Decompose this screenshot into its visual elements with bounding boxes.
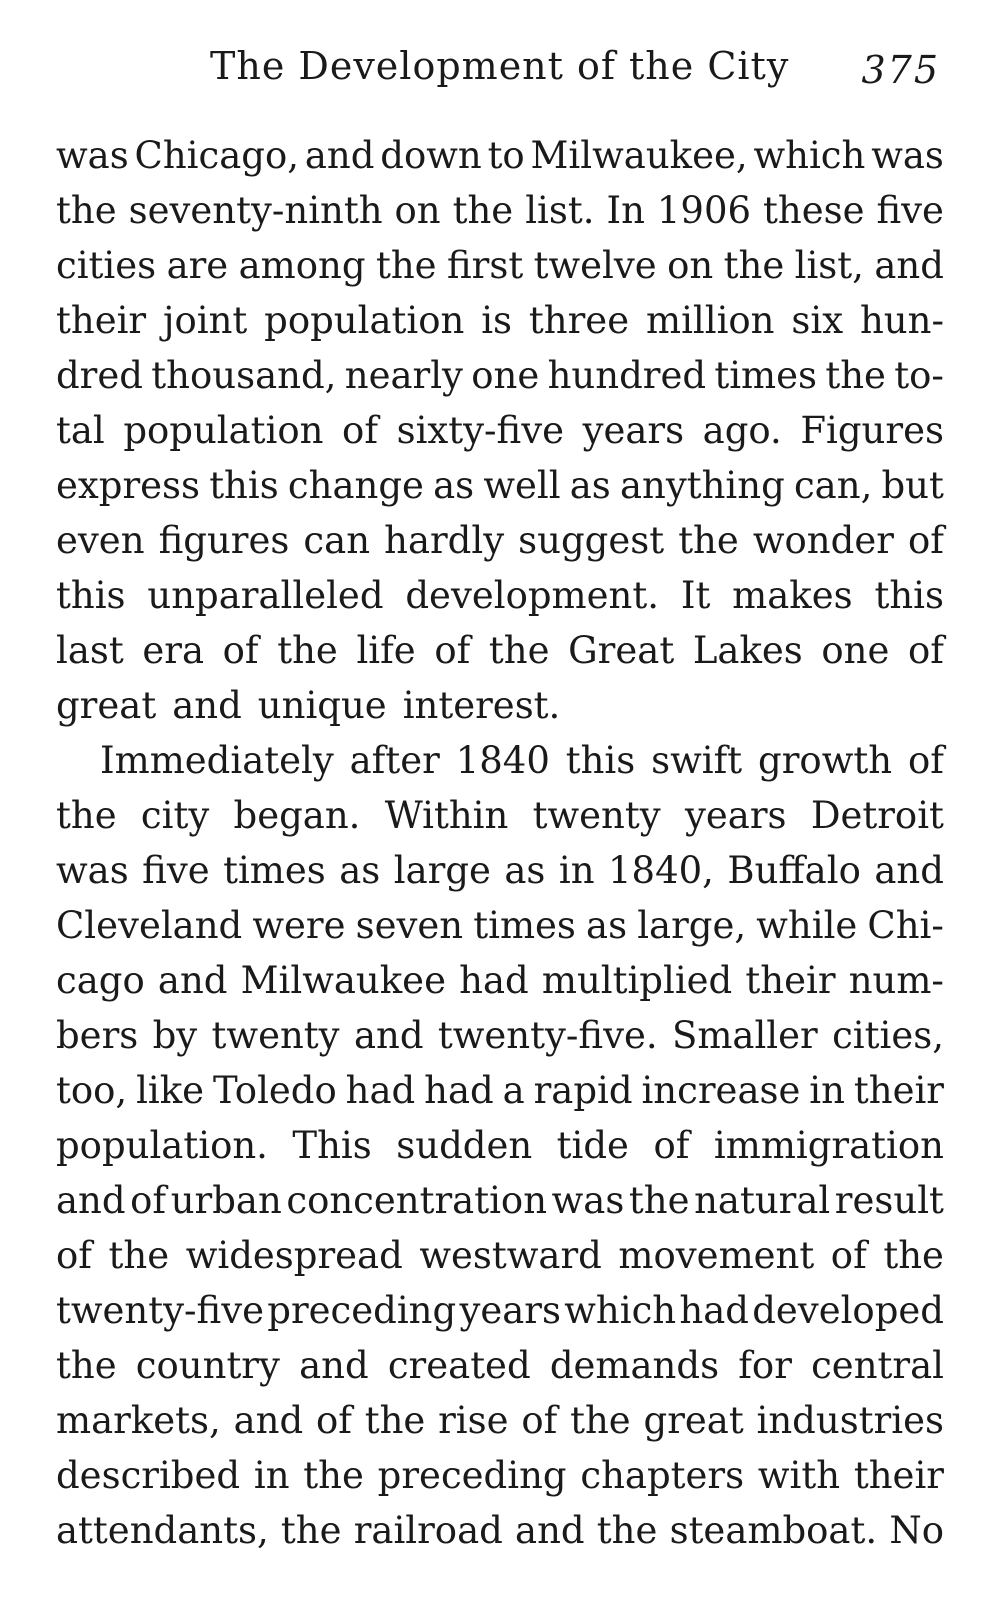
page-number: 375 — [861, 48, 940, 92]
text-line: twenty-five preceding years which had developed — [56, 1289, 944, 1332]
text-line: cities are among the first twelve on the list, and — [56, 244, 944, 287]
body-text — [56, 128, 944, 1558]
text-line: was five times as large as in 1840, Buffalo and — [56, 849, 944, 892]
running-title: The Development of the City — [210, 44, 790, 88]
text-line: and of urban concentration was the natural result — [56, 1179, 944, 1222]
text-line: bers by twenty and twenty-five. Smaller cities, — [56, 1014, 944, 1057]
text-line: the country and created demands for central — [56, 1344, 944, 1387]
text-line: tal population of sixty-five years ago. Figures — [56, 409, 944, 452]
text-line: great and unique interest. — [56, 684, 561, 727]
text-line: described in the preceding chapters with their — [56, 1454, 944, 1497]
text-line: dred thousand, nearly one hundred times the to- — [56, 354, 944, 397]
text-line: population. This sudden tide of immigration — [56, 1124, 944, 1167]
text-line: this unparalleled development. It makes this — [56, 574, 944, 617]
text-line: attendants, the railroad and the steamboat. No — [56, 1509, 944, 1552]
text-line: was Chicago, and down to Milwaukee, which was — [56, 134, 944, 177]
text-line: markets, and of the rise of the great industries — [56, 1399, 944, 1442]
paragraph — [56, 733, 944, 1558]
text-line: their joint population is three million six hun- — [56, 299, 944, 342]
text-line: Cleveland were seven times as large, while Chi- — [56, 904, 944, 947]
paragraph — [56, 128, 944, 733]
text-line: of the widespread westward movement of the — [56, 1234, 944, 1277]
text-line: the city began. Within twenty years Detroit — [56, 794, 944, 837]
text-line: cago and Milwaukee had multiplied their num- — [56, 959, 944, 1002]
running-head — [0, 44, 1000, 104]
text-line: the seventy-ninth on the list. In 1906 these five — [56, 189, 944, 232]
text-line: express this change as well as anything can, but — [56, 464, 944, 507]
text-line: too, like Toledo had had a rapid increase in their — [56, 1069, 944, 1112]
text-line: even figures can hardly suggest the wonder of — [56, 519, 944, 562]
text-line: last era of the life of the Great Lakes one of — [56, 629, 944, 672]
text-line: Immediately after 1840 this swift growth of — [100, 739, 944, 782]
